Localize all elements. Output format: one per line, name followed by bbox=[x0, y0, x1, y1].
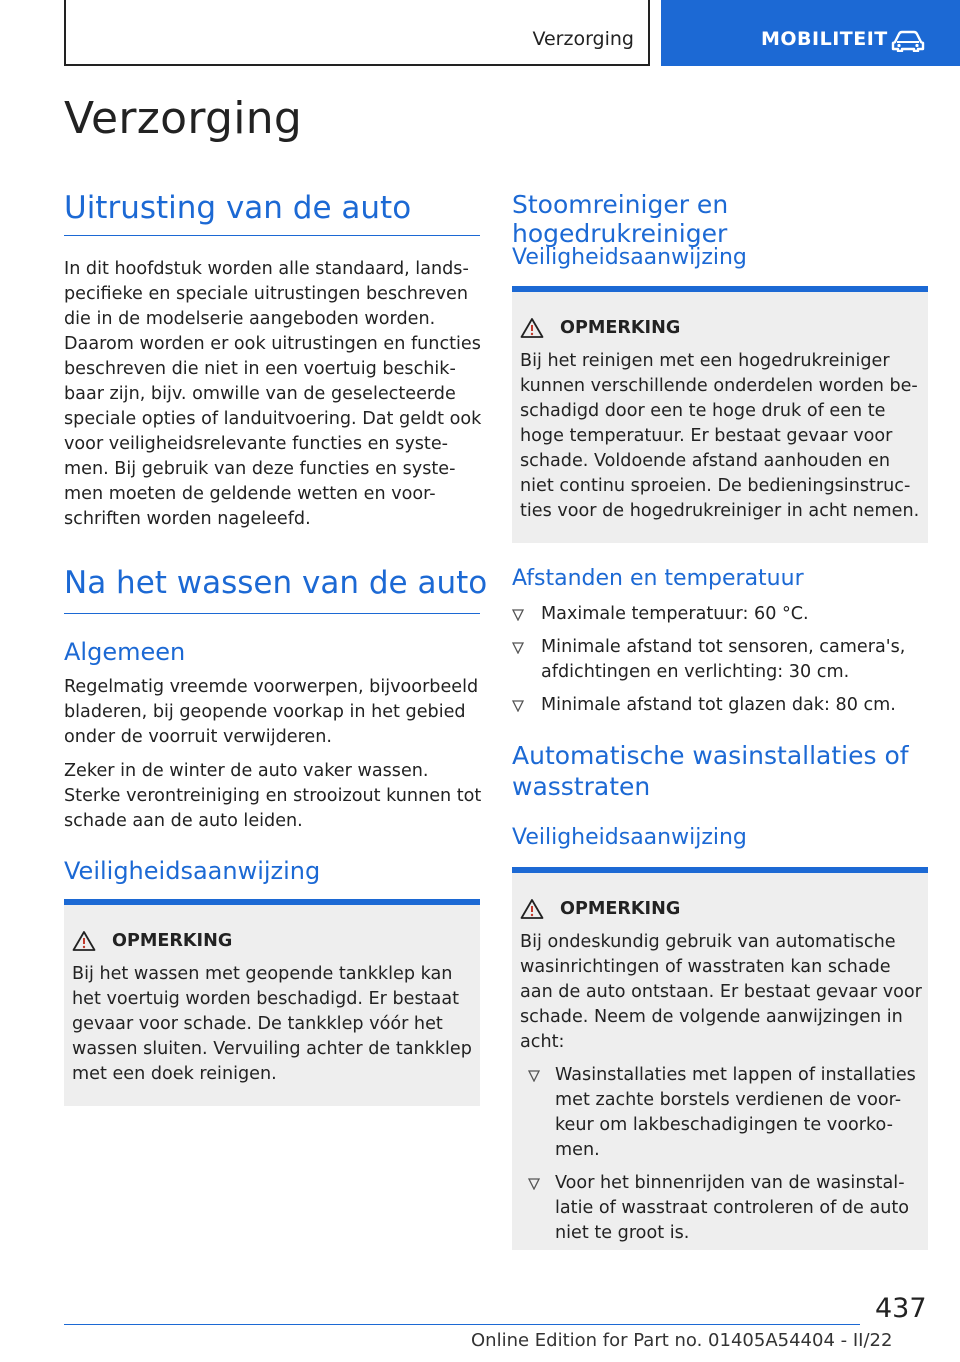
notice-text: Bij ondeskundig gebruik van automatische wasinrichtingen of wasstraten kan schade aan de auto ontstaan. Er bestaat gevaar voor schade. Neem de volgende aanwijzingen in acht: bbox=[520, 932, 922, 1052]
footer-edition: Online Edition for Part no. 01405A54404 - II/22 bbox=[471, 1330, 893, 1351]
warning-icon bbox=[72, 930, 96, 952]
list-item bbox=[512, 693, 928, 718]
after-wash-heading: Na het wassen van de auto bbox=[64, 565, 488, 601]
notice-title: OPMERKING bbox=[560, 318, 681, 338]
general-para-2: Zeker in de winter de auto vaker wassen. Sterke verontreiniging en strooizout kunnen tot schade aan de auto leiden. bbox=[64, 761, 482, 831]
list-item bbox=[520, 1171, 924, 1246]
triangle-bullet-icon bbox=[512, 642, 524, 654]
header-section-label: Verzorging bbox=[532, 28, 634, 50]
header-chapter-tab bbox=[661, 0, 960, 66]
triangle-bullet-icon bbox=[528, 1070, 540, 1082]
general-para-1: Regelmatig vreemde voorwerpen, bijvoorbeeld bladeren, bij geopende voorkap in het gebied onder de voorruit verwijderen. bbox=[64, 677, 479, 747]
notice-box bbox=[64, 899, 480, 1106]
notice-text: Bij het reinigen met een hogedrukreiniger kunnen verschillende onderdelen worden be-schadigd door een te hoge druk of een te hoge temperatuur. Er bestaat gevaar voor schade. Voldoende afstand aanhouden en niet continu sproeien. De bedieningsinstruc-ties voor de hogedrukreiniger in acht nemen. bbox=[520, 351, 920, 521]
steam-safety-heading: Veiligheidsaanwijzing bbox=[512, 245, 747, 270]
warning-icon bbox=[520, 898, 544, 920]
triangle-bullet-icon bbox=[528, 1178, 540, 1190]
notice-box bbox=[512, 867, 928, 1250]
notice-text: Bij het wassen met geopende tankklep kan het voertuig worden beschadigd. Er bestaat gevaar voor schade. De tankklep vóór het wassen sluiten. Vervuiling achter de tankklep met een doek reinigen. bbox=[72, 964, 472, 1084]
header-section-tab bbox=[64, 0, 650, 66]
carwash-safety-heading: Veiligheidsaanwijzing bbox=[512, 825, 747, 850]
header-chapter-label: MOBILITEIT bbox=[761, 28, 888, 50]
footer-rule bbox=[64, 1324, 860, 1325]
heading-rule bbox=[64, 613, 480, 614]
list-item-text: Wasinstallaties met lappen of installaties met zachte borstels verdienen de voor-keur om lakbeschadigingen te voorko-men. bbox=[555, 1065, 916, 1160]
warning-icon bbox=[520, 317, 544, 339]
notice-title: OPMERKING bbox=[560, 899, 681, 919]
notice-content bbox=[520, 930, 924, 1254]
page-number: 437 bbox=[875, 1293, 927, 1324]
carwash-list bbox=[520, 1063, 924, 1246]
page-title: Verzorging bbox=[64, 93, 303, 144]
steam-heading: Stoomreiniger en hogedrukreiniger bbox=[512, 190, 729, 248]
safety-heading: Veiligheidsaanwijzing bbox=[64, 857, 321, 885]
carwash-heading: Automatische wasinstallaties of wasstraten bbox=[512, 741, 909, 801]
car-icon bbox=[891, 30, 925, 52]
notice-title: OPMERKING bbox=[112, 931, 233, 951]
distances-heading: Afstanden en temperatuur bbox=[512, 566, 804, 591]
notice-box bbox=[512, 286, 928, 543]
equipment-text: In dit hoofdstuk worden alle standaard, lands-pecifieke en speciale uitrustingen beschreven die in de modelserie aangeboden worden. Daarom worden er ook uitrustingen en functies beschreven die niet in een voertuig beschik-baar zijn, bijv. omwille van de geselecteerde speciale opties of landuitvoering. Dat geldt ook voor veiligheidsrelevante functies en syste-men. Bij gebruik van deze functies en syste-men moeten de geldende wetten en voor-schriften worden nageleefd. bbox=[64, 259, 482, 529]
list-item-text: Minimale afstand tot glazen dak: 80 cm. bbox=[541, 695, 896, 715]
list-item-text: Voor het binnenrijden van de wasinstal-latie of wasstraat controleren of de auto niet te groot is. bbox=[555, 1173, 910, 1243]
triangle-bullet-icon bbox=[512, 609, 524, 621]
list-item bbox=[520, 1063, 924, 1163]
list-item-text: Maximale temperatuur: 60 °C. bbox=[541, 604, 809, 624]
heading-rule bbox=[64, 235, 480, 236]
list-item-text: Minimale afstand tot sensoren, camera's, afdichtingen en verlichting: 30 cm. bbox=[541, 637, 906, 682]
equipment-heading: Uitrusting van de auto bbox=[64, 190, 412, 226]
list-item bbox=[512, 635, 928, 685]
triangle-bullet-icon bbox=[512, 700, 524, 712]
general-heading: Algemeen bbox=[64, 638, 186, 666]
distances-list bbox=[512, 602, 928, 726]
list-item bbox=[512, 602, 928, 627]
